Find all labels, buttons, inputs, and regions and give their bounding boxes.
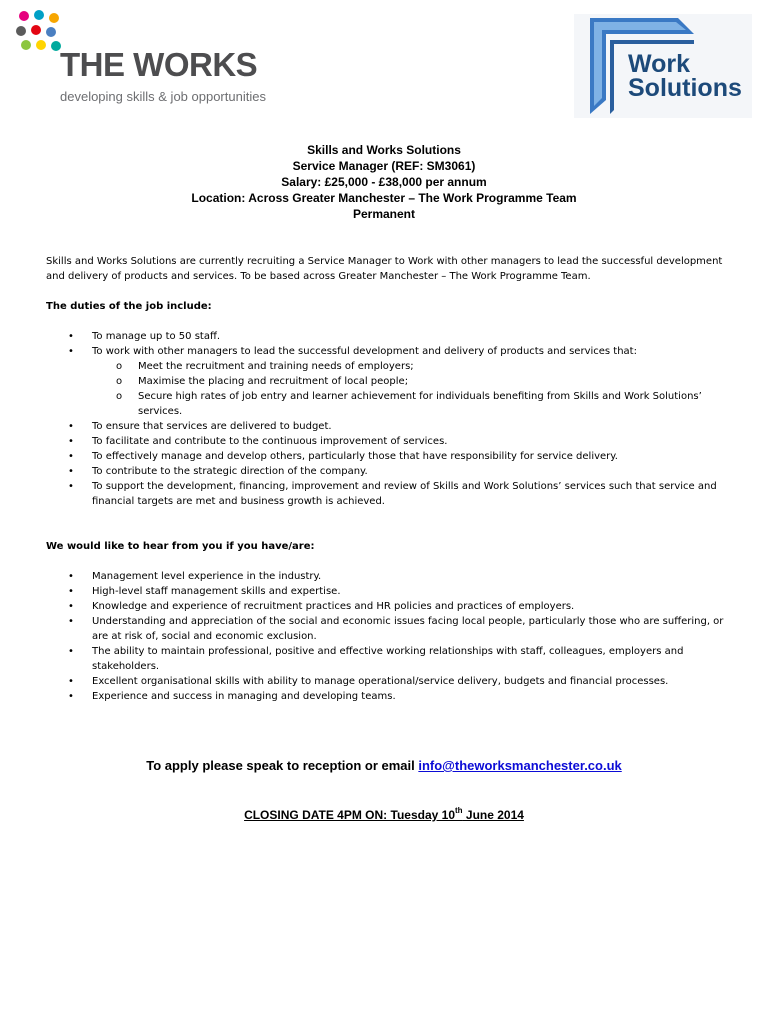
requirement-item: • Understanding and appreciation of the social and economic issues facing local people, particularly those who are suffering, or are at risk of, social and economic exclusion. bbox=[46, 614, 726, 644]
job-heading bbox=[0, 142, 768, 222]
work-solutions-logo bbox=[574, 14, 752, 118]
the-works-title: THE WORKS bbox=[60, 46, 258, 83]
duties-list bbox=[46, 329, 726, 509]
closing-date bbox=[0, 806, 768, 822]
requirement-item: • The ability to maintain professional, positive and effective working relationships with staff, colleagues, employers and stakeholders. bbox=[46, 644, 726, 674]
job-description bbox=[46, 254, 726, 704]
duty-subitem: o Meet the recruitment and training needs of employers; bbox=[92, 359, 726, 374]
duty-item: • To facilitate and contribute to the continuous improvement of services. bbox=[46, 434, 726, 449]
duties-heading: The duties of the job include: bbox=[46, 301, 212, 312]
requirement-item: • Experience and success in managing and developing teams. bbox=[46, 689, 726, 704]
duty-item: • To effectively manage and develop others, particularly those that have responsibility for service delivery. bbox=[46, 449, 726, 464]
job-location: Location: Across Greater Manchester – The Work Programme Team bbox=[191, 191, 577, 205]
intro-paragraph: Skills and Works Solutions are currently recruiting a Service Manager to Work with other managers to lead the successful development and delivery of products and services. To be based across Greater Manchester – The Work Programme Team. bbox=[46, 256, 723, 282]
duty-item: • To contribute to the strategic direction of the company. bbox=[46, 464, 726, 479]
org-name: Skills and Works Solutions bbox=[307, 143, 461, 157]
work-solutions-line1: Work bbox=[628, 50, 691, 78]
job-type: Permanent bbox=[352, 207, 416, 221]
work-solutions-name bbox=[628, 52, 742, 100]
duty-subitem: o Maximise the placing and recruitment of local people; bbox=[92, 374, 726, 389]
requirements-list bbox=[46, 569, 726, 704]
requirements-heading: We would like to hear from you if you have/are: bbox=[46, 541, 315, 552]
duty-item: • To support the development, financing, improvement and review of Skills and Work Solutions’ services such that service and financial targets are met and business growth is achieved. bbox=[46, 479, 726, 509]
job-salary: Salary: £25,000 - £38,000 per annum bbox=[281, 175, 487, 189]
duty-sublist bbox=[92, 359, 726, 419]
requirement-item: • Excellent organisational skills with ability to manage operational/service delivery, budgets and financial processes. bbox=[46, 674, 726, 689]
the-works-tagline: developing skills & job opportunities bbox=[60, 89, 266, 104]
apply-text: To apply please speak to reception or email bbox=[146, 758, 419, 773]
duty-item: • To ensure that services are delivered to budget. bbox=[46, 419, 726, 434]
closing-suffix: June 2014 bbox=[462, 808, 524, 822]
job-role: Service Manager (REF: SM3061) bbox=[292, 159, 476, 173]
closing-ordinal: th bbox=[455, 806, 463, 815]
duty-subitem: o Secure high rates of job entry and learner achievement for individuals benefiting from Skills and Work Solutions’ services. bbox=[92, 389, 726, 419]
colored-dots-icon bbox=[16, 10, 66, 60]
the-works-logo bbox=[16, 10, 286, 104]
requirement-item: • Knowledge and experience of recruitment practices and HR policies and practices of employers. bbox=[46, 599, 726, 614]
apply-instructions bbox=[0, 758, 768, 773]
spacer bbox=[46, 509, 726, 539]
closing-prefix: CLOSING DATE 4PM ON: Tuesday 10 bbox=[244, 808, 455, 822]
requirement-item: • Management level experience in the industry. bbox=[46, 569, 726, 584]
duty-item: • To manage up to 50 staff. bbox=[46, 329, 726, 344]
duty-item bbox=[46, 344, 726, 419]
email-link[interactable]: info@theworksmanchester.co.uk bbox=[418, 758, 622, 773]
duty-item-text: To work with other managers to lead the successful development and delivery of products and services that: bbox=[92, 346, 637, 357]
requirement-item: • High-level staff management skills and expertise. bbox=[46, 584, 726, 599]
work-solutions-line2: Solutions bbox=[628, 74, 742, 102]
